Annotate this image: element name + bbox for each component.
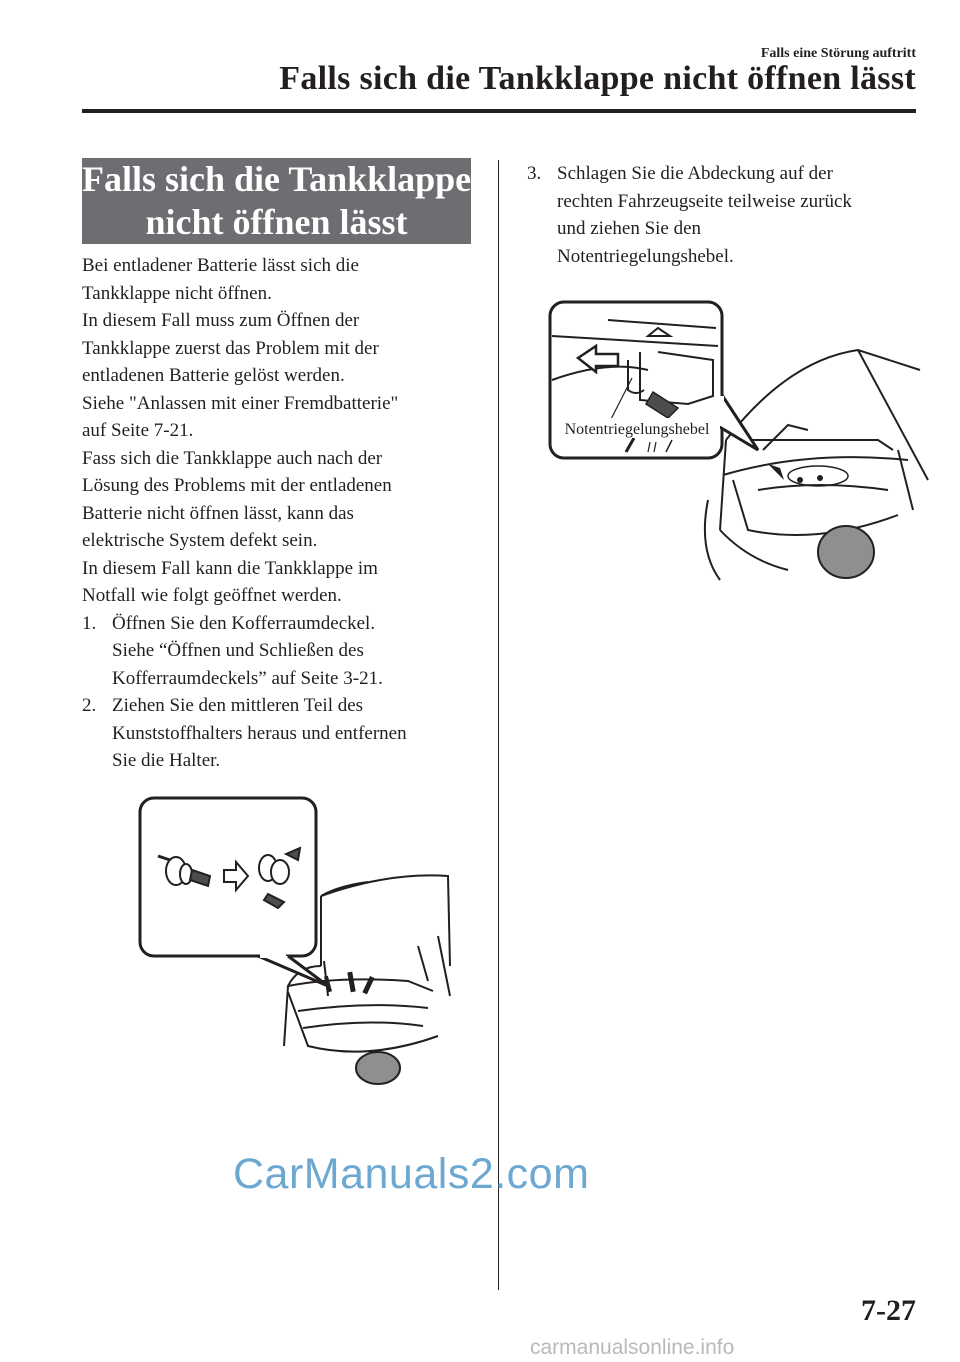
section-title-line-2: nicht öffnen lässt: [145, 202, 408, 242]
step-1: [82, 610, 474, 693]
right-column-text: [527, 160, 917, 270]
header-rule: [82, 109, 916, 113]
step-line: Kunststoffhalters heraus und entfernen: [112, 722, 407, 744]
step-line: Ziehen Sie den mittleren Teil des: [112, 695, 364, 716]
step-line: Kofferraumdeckels” auf Seite 3-21.: [112, 667, 383, 689]
step-3: [527, 160, 917, 270]
step-line: Siehe “Öffnen und Schließen des: [112, 640, 364, 661]
step-line: Öffnen Sie den Kofferraumdeckel.: [112, 612, 376, 634]
left-column-text: [82, 252, 474, 775]
watermark-logo: CarManuals2.com: [233, 1150, 590, 1198]
paragraph-line: Fass sich die Tankklappe auch nach der: [82, 447, 383, 469]
step-line: rechten Fahrzeugseite teilweise zurück: [557, 190, 852, 212]
section-title-box: [82, 158, 471, 244]
step-line: und ziehen Sie den: [557, 218, 702, 239]
step-line: Schlagen Sie die Abdeckung auf der: [557, 163, 833, 184]
section-title-line-1: Falls sich die Tankklappe: [82, 159, 472, 199]
figure-retainer-removal: [138, 796, 463, 1086]
step-number: 3.: [527, 163, 542, 184]
paragraph-line: Lösung des Problems mit der entladenen: [82, 475, 392, 496]
paragraph-line: auf Seite 7-21.: [82, 420, 194, 441]
step-line: Sie die Halter.: [112, 750, 221, 771]
paragraph-line: Bei entladener Batterie lässt sich die: [82, 255, 359, 276]
step-line: Notentriegelungshebel.: [557, 245, 734, 267]
paragraph-line: elektrische System defekt sein.: [82, 530, 318, 551]
footer-url[interactable]: carmanualsonline.info: [530, 1336, 735, 1359]
step-number: 1.: [82, 612, 97, 634]
running-header-title: Falls sich die Tankklappe nicht öffnen lässt: [279, 60, 916, 97]
paragraph-line: Siehe "Anlassen mit einer Fremdbatterie": [82, 392, 399, 414]
step-2: [82, 692, 474, 775]
callout-label-release-lever: Notentriegelungshebel: [564, 421, 710, 438]
paragraph-line: In diesem Fall kann die Tankklappe im: [82, 557, 378, 579]
paragraph-line: Tankklappe zuerst das Problem mit der: [82, 337, 379, 359]
paragraph-line: Batterie nicht öffnen lässt, kann das: [82, 502, 354, 524]
paragraph-line: In diesem Fall muss zum Öffnen der: [82, 310, 360, 331]
paragraph-line: Notfall wie folgt geöffnet werden.: [82, 585, 342, 606]
paragraph-line: entladenen Batterie gelöst werden.: [82, 365, 345, 386]
paragraph-line: Tankklappe nicht öffnen.: [82, 282, 272, 304]
page-number: 7-27: [861, 1294, 916, 1327]
step-number: 2.: [82, 695, 97, 716]
running-header-section: Falls eine Störung auftritt: [760, 46, 916, 61]
column-divider: [498, 160, 499, 1290]
figure-emergency-release-lever: [548, 300, 940, 590]
